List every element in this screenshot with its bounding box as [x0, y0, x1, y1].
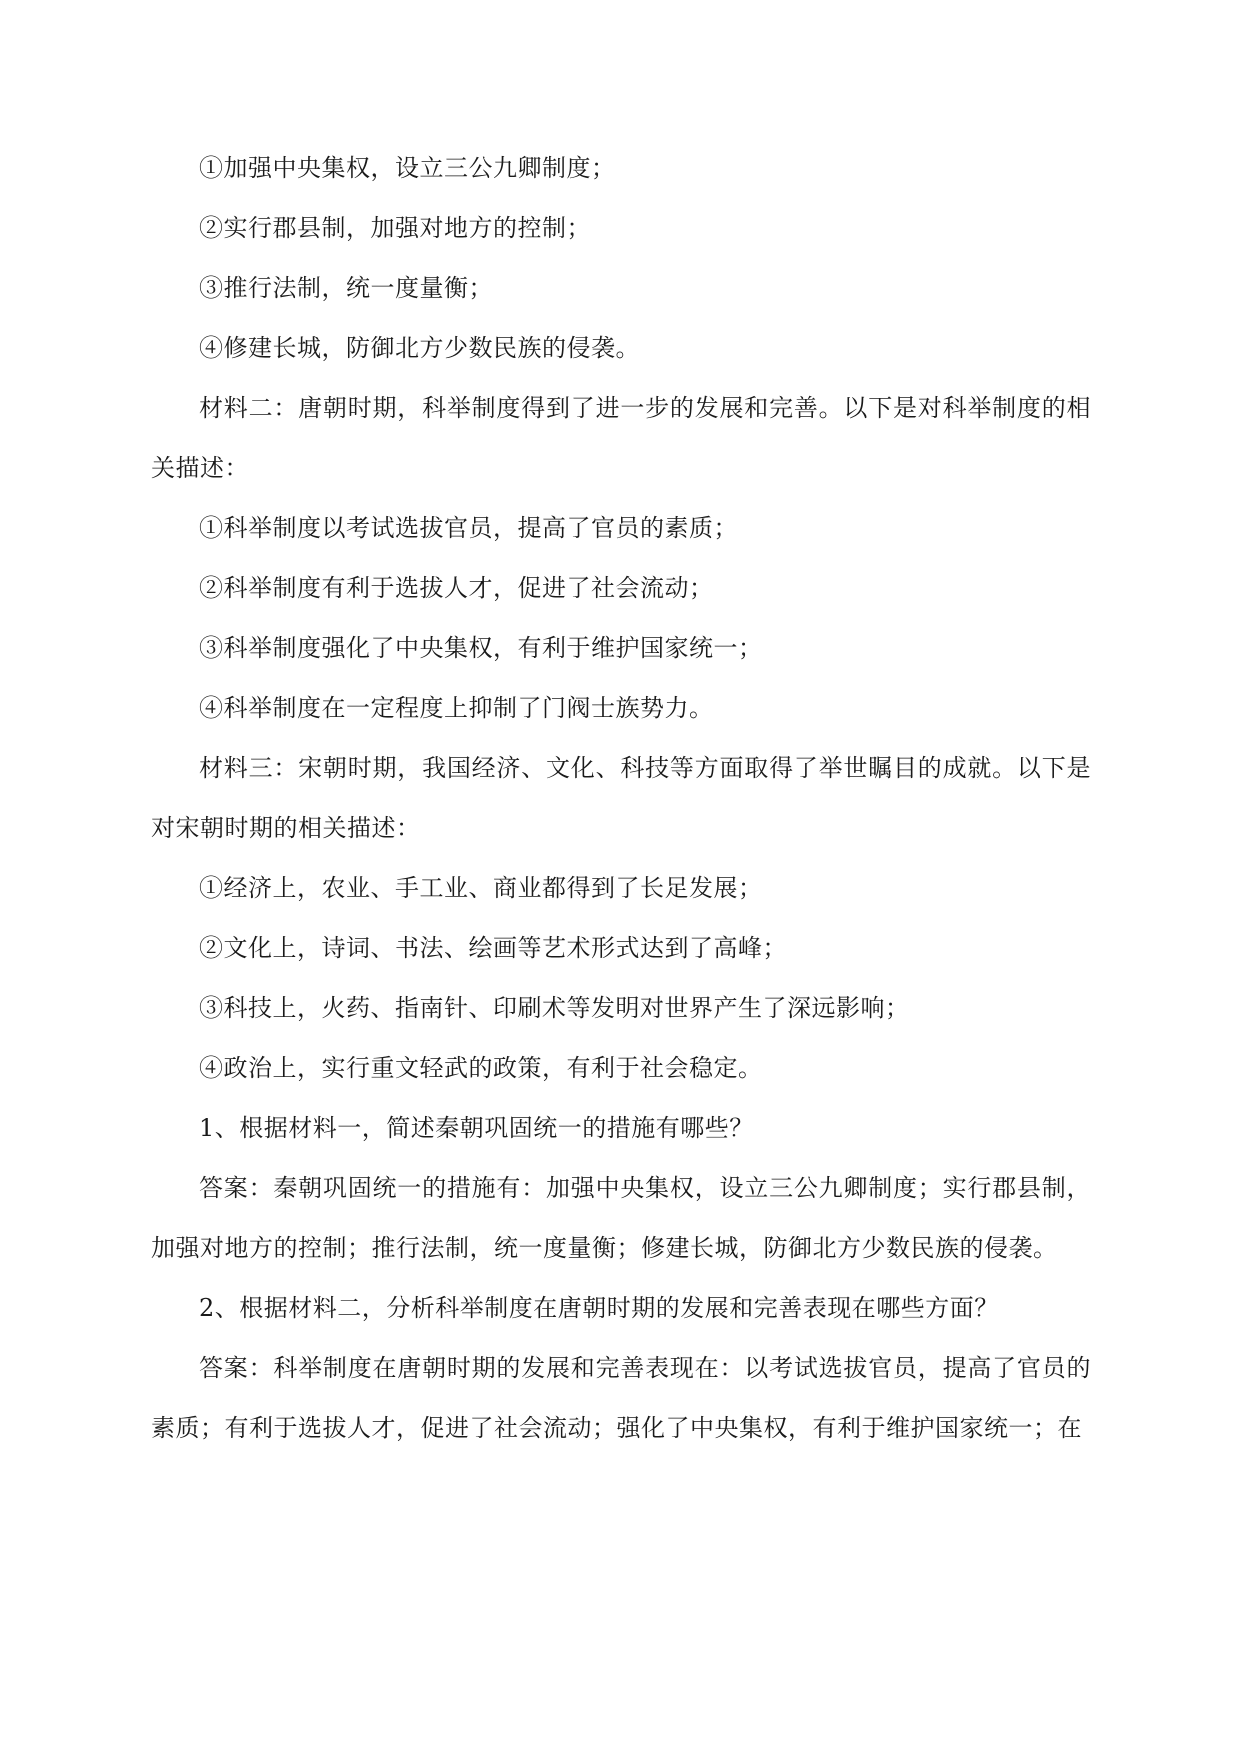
paragraph: ②实行郡县制，加强对地方的控制；: [199, 214, 591, 242]
paragraph: ③科举制度强化了中央集权，有利于维护国家统一；: [199, 634, 763, 662]
paragraph: ②科举制度有利于选拔人才，促进了社会流动；: [199, 574, 714, 602]
paragraph: ①经济上，农业、手工业、商业都得到了长足发展；: [199, 874, 763, 902]
paragraph: 答案：科举制度在唐朝时期的发展和完善表现在：以考试选拔官员，提高了官员的素质；有利于选拔人才，促进了社会流动；强化了中央集权，有利于维护国家统一；在: [151, 1354, 1091, 1442]
paragraph: ②文化上，诗词、书法、绘画等艺术形式达到了高峰；: [199, 934, 787, 962]
paragraph: ①加强中央集权，设立三公九卿制度；: [199, 154, 616, 182]
paragraph: ①科举制度以考试选拔官员，提高了官员的素质；: [199, 514, 738, 542]
paragraph: ④科举制度在一定程度上抑制了门阀士族势力。: [199, 694, 714, 722]
paragraph: 答案：秦朝巩固统一的措施有：加强中央集权，设立三公九卿制度；实行郡县制，加强对地方的控制；推行法制，统一度量衡；修建长城，防御北方少数民族的侵袭。: [151, 1174, 1091, 1262]
paragraph: 材料二：唐朝时期，科举制度得到了进一步的发展和完善。以下是对科举制度的相关描述：: [151, 394, 1091, 482]
paragraph: ③推行法制，统一度量衡；: [199, 274, 493, 302]
paragraph: ④政治上，实行重文轻武的政策，有利于社会稳定。: [199, 1054, 763, 1082]
paragraph: 1、根据材料一，简述秦朝巩固统一的措施有哪些？: [199, 1114, 754, 1142]
paragraph: 材料三：宋朝时期，我国经济、文化、科技等方面取得了举世瞩目的成就。以下是对宋朝时期的相关描述：: [151, 754, 1091, 842]
document-body: [151, 138, 1091, 1458]
paragraph: ③科技上，火药、指南针、印刷术等发明对世界产生了深远影响；: [199, 994, 910, 1022]
paragraph: ④修建长城，防御北方少数民族的侵袭。: [199, 334, 640, 362]
paragraph: 2、根据材料二，分析科举制度在唐朝时期的发展和完善表现在哪些方面？: [199, 1294, 999, 1322]
